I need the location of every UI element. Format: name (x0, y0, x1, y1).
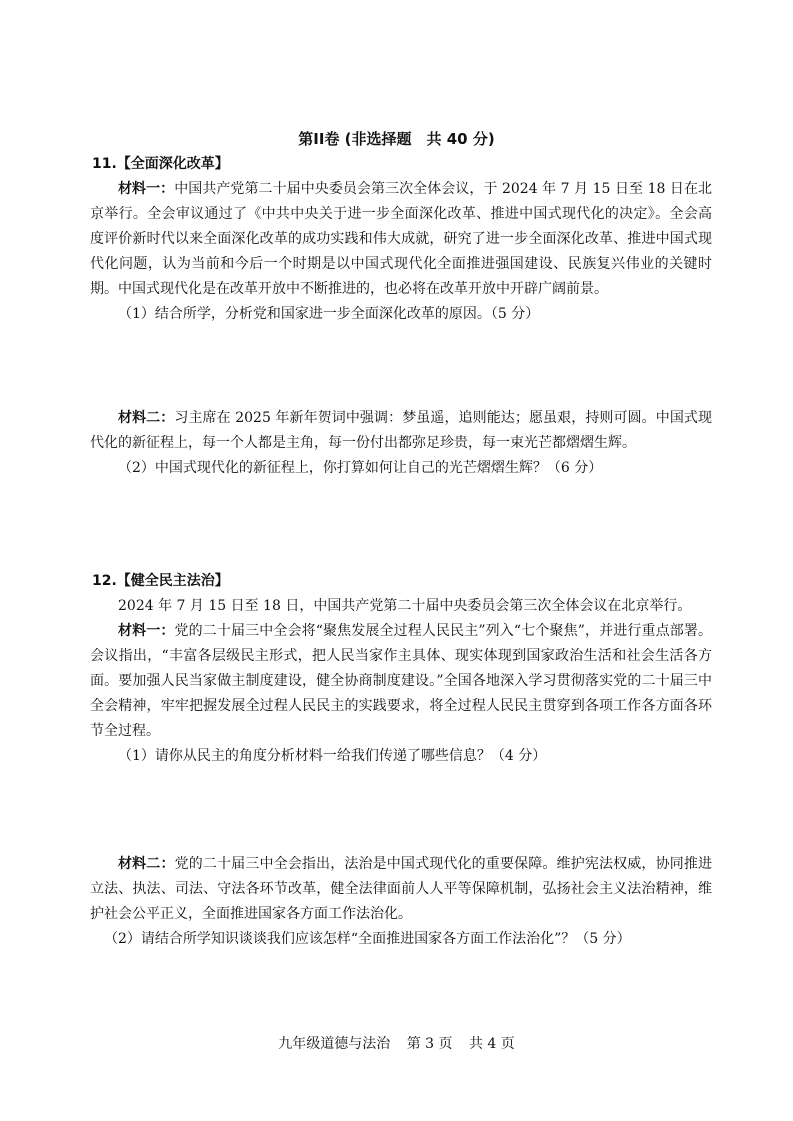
q11-material-1-text: 中国共产党第二十届中央委员会第三次全体会议，于 2024 年 7 月 15 日至 18 日在北京举行。全会审议通过了《中共中央关于进一步全面深化改革、推进中国式现代化的决定》。全会高度评价新时代以来全面深化改革的成功实践和伟大成就，研究了进一步全面深化改革、推进中国式现代化问题，认为当前和今后一个时期是以中国式现代化全面推进强国建设、民族复兴伟业的关键时期。中国式现代化是在改革开放中不断推进的，也必将在改革开放中开辟广阔前景。 (90, 181, 712, 297)
q11-material-2-text: 习主席在 2025 年新年贺词中强调：梦虽遥，追则能达；愿虽艰，持则可圆。中国式现代化的新征程上，每一个人都是主角，每一份付出都弥足珍贵，每一束光芒都熠熠生辉。 (90, 410, 713, 451)
q11-material-1 (90, 177, 712, 302)
page-footer (0, 1033, 793, 1053)
q11-material-2-block (90, 406, 712, 481)
footer-subject: 九年级道德与法治 (278, 1036, 391, 1052)
q12-material-2-label: 材料二： (118, 856, 175, 872)
q12-subquestion-1: （1）请你从民主的角度分析材料一给我们传递了哪些信息？（4 分） (118, 748, 547, 764)
q11-material-1-label: 材料一： (118, 181, 175, 197)
q11-material-2 (90, 406, 712, 456)
question-12 (90, 569, 712, 769)
q12-material-1-text: 党的二十届三中全会将“聚焦发展全过程人民民主”列入“七个聚焦”，并进行重点部署。会议指出，“丰富各层级民主形式，把人民当家作主具体、现实体现到国家政治生活和社会生活各方面。要加强人民当家做主制度建设，健全协商制度建设。”全国各地深入学习贯彻落实党的二十届三中全会精神，牢牢把握发展全过程人民民主的实践要求，将全过程人民民主贯穿到各项工作各方面各环节全过程。 (90, 623, 712, 739)
q12-material-1-label: 材料一： (118, 623, 175, 639)
question-11 (90, 152, 712, 327)
question-11-heading: 11.【全面深化改革】 (92, 156, 229, 172)
q11-material-2-label: 材料二： (118, 410, 175, 426)
q12-material-1 (90, 619, 712, 744)
section-title: 第II卷 (非选择题 共 40 分) (298, 130, 495, 148)
q12-subquestion-2: （2）请结合所学知识谈谈我们应该怎样“全面推进国家各方面工作法治化”？（5 分） (104, 931, 631, 947)
q12-intro: 2024 年 7 月 15 日至 18 日，中国共产党第二十届中央委员会第三次全体会议在北京举行。 (118, 598, 692, 614)
footer-total-pages: 共 4 页 (468, 1036, 515, 1052)
q12-material-2-block (90, 852, 712, 952)
q12-material-2-text: 党的二十届三中全会指出，法治是中国式现代化的重要保障。维护宪法权威，协同推进立法、执法、司法、守法各环节改革，健全法律面前人人平等保障机制，弘扬社会主义法治精神，维护社会公平正义，全面推进国家各方面工作法治化。 (90, 856, 713, 922)
q11-subquestion-1: （1）结合所学，分析党和国家进一步全面深化改革的原因。（5 分） (118, 306, 540, 322)
question-12-heading: 12.【健全民主法治】 (92, 573, 229, 589)
footer-page-number: 第 3 页 (406, 1036, 453, 1052)
q11-subquestion-2: （2）中国式现代化的新征程上，你打算如何让自己的光芒熠熠生辉？（6 分） (118, 460, 603, 476)
q12-material-2 (90, 852, 712, 927)
